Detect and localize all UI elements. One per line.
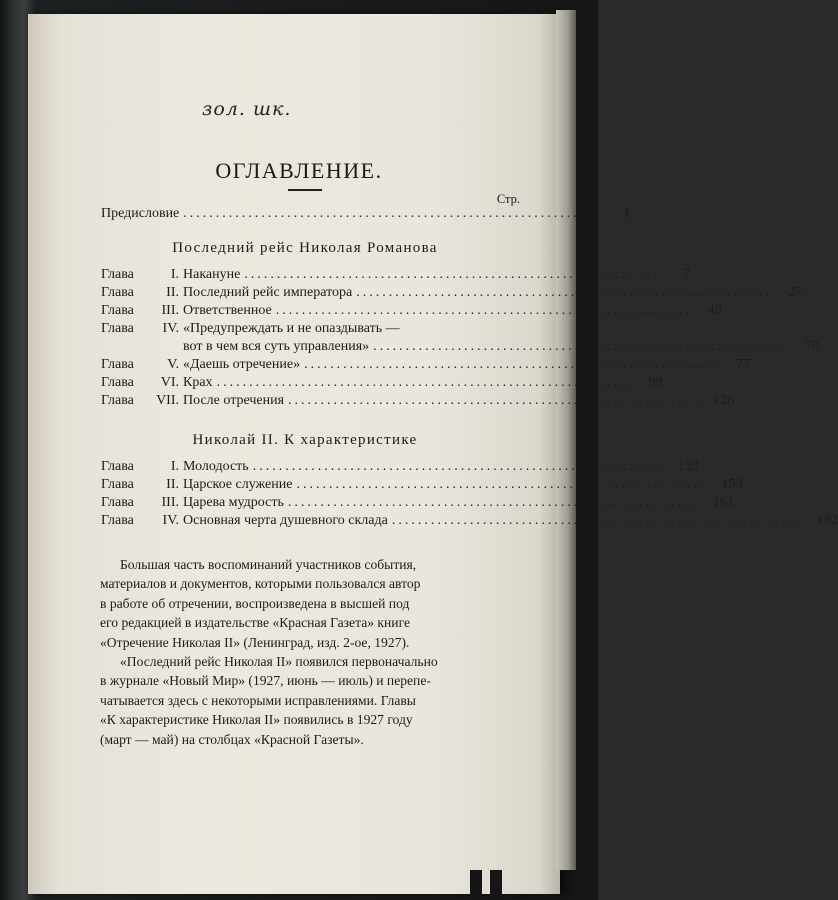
chapter-title: Последний рейс императора [183,285,353,300]
leader-dots: ................................................................ [296,477,713,492]
toc-entry-page: 49 [707,303,722,318]
chapter-title: «Даешь отречение» [183,357,301,372]
chapter-number: IV. [162,321,179,336]
toc-entry-label [101,321,400,337]
chapter-number: VII. [156,393,179,408]
toc-entry[interactable] [101,494,734,511]
chapter-title: «Предупреждать и не опаздывать — [183,321,400,336]
bookmark-ribbon [470,870,482,900]
toc-entry[interactable] [101,284,803,301]
toc-entry-label [101,285,352,301]
toc-entry-label [101,303,272,319]
toc-entry[interactable] [101,392,735,409]
toc-entry[interactable] [101,374,663,391]
chapter-number: V. [167,357,179,372]
part2-title: Николай II. К характеристике [192,432,418,448]
leader-dots: ................................................................ [304,357,721,372]
chapter-word: Глава [101,267,134,282]
chapter-title: После отречения [183,393,285,408]
toc-entry-label [101,477,292,493]
chapter-word: Глава [101,285,134,300]
toc-entry-page: 126 [713,393,735,408]
chapter-word: Глава [101,393,134,408]
note-line: материалов и документов, которыми пользовался автор [100,576,421,592]
leader-dots: ................................................................ [373,339,790,354]
chapter-number: I. [170,267,179,282]
handwritten-note: зол. шк. [202,98,292,120]
toc-entry-label [101,495,284,511]
toc-entry-label [101,459,249,475]
chapter-word: Глава [101,513,134,528]
toc-entry[interactable] [101,338,820,355]
note-line: (март — май) на столбцах «Красной Газеты». [100,731,364,747]
page-column-label: Стр. [496,192,520,206]
toc-entry-label [101,267,240,283]
toc-entry-page: 77 [736,357,751,372]
chapter-number: I. [170,459,179,474]
chapter-title: Молодость [183,459,249,474]
note-line: его редакцией в издательстве «Красная Газета» книге [100,615,411,631]
toc-entry-page: 153 [721,477,743,492]
chapter-number: II. [166,285,179,300]
chapter-title: Царева мудрость [183,495,284,510]
toc-entry-label [101,375,213,391]
chapter-title: Основная черта душевного склада [183,513,388,528]
toc-entry[interactable] [101,320,521,337]
note-line: чатывается здесь с некоторыми исправлениями. Главы [100,692,416,708]
chapter-title: Царское служение [183,477,293,492]
chapter-title: вот в чем вся суть управления» [183,339,370,354]
leader-dots: ................................................................ [287,495,704,510]
toc-entry[interactable] [101,512,838,529]
toc-entry-page: 3 [622,206,630,221]
toc-entry-page: 7 [683,267,691,282]
toc-entry-preface[interactable] [101,205,630,222]
leader-dots: ................................................................ [275,303,692,318]
note-line: «К характеристике Николая II» появились в 1927 году [100,712,413,728]
leader-dots: ................................................................ [252,459,669,474]
leader-dots: ................................................................ [391,513,808,528]
leader-dots: ................................................................ [356,285,773,300]
toc-entry-page: 133 [677,459,699,474]
note-line: «Отречение Николая II» (Ленинград, изд. 2-ое, 1927). [100,634,410,650]
toc-entry-page: 161 [712,495,734,510]
title-rule [288,189,322,191]
chapter-title: Ответственное [183,303,272,318]
chapter-title: Накануне [183,267,241,282]
note-line: в журнале «Новый Мир» (1927, июнь — июль) и перепе- [100,673,431,689]
chapter-number: III. [161,495,179,510]
toc-entry-label [101,357,300,373]
chapter-number: VI. [160,375,179,390]
note-paragraph [100,555,520,749]
toc-entry-page: 99 [648,375,663,390]
bookmark-ribbon [490,870,502,900]
chapter-word: Глава [101,495,134,510]
note-line: в работе об отречении, воспроизведена в высшей под [100,595,410,611]
toc-entry[interactable] [101,356,751,373]
toc-entry-page: 70 [805,339,820,354]
leader-dots: ................................................................ [244,267,661,282]
toc-entry[interactable] [101,476,743,493]
toc-entry-label [101,513,388,529]
chapter-word: Глава [101,477,134,492]
chapter-word: Глава [101,375,134,390]
part1-title: Последний рейс Николая Романова [172,240,438,256]
book-page [28,14,560,894]
toc-entry-page: 182 [816,513,838,528]
toc-entry[interactable] [101,302,722,319]
chapter-number: III. [161,303,179,318]
chapter-title: Крах [183,375,213,390]
chapter-word: Глава [101,321,134,336]
leader-dots: ................................................................ [183,206,600,221]
leader-dots: ................................................................ [216,375,633,390]
chapter-number: IV. [162,513,179,528]
toc-entry[interactable] [101,266,691,283]
toc-entry-label [101,393,284,409]
toc-entry-page: 27 [788,285,803,300]
chapter-number: II. [166,477,179,492]
chapter-word: Глава [101,459,134,474]
note-line: «Последний рейс Николая II» появился первоначально [120,654,438,670]
page-title: ОГЛАВЛЕНИЕ. [215,158,383,183]
chapter-word: Глава [101,357,134,372]
toc-entry-label [101,339,369,355]
leader-dots: ................................................................ [288,393,705,408]
toc-entry[interactable] [101,458,699,475]
note-line: Большая часть воспоминаний участников события, [120,557,417,572]
toc-entry-label: Предисловие [101,206,180,221]
chapter-word: Глава [101,303,134,318]
